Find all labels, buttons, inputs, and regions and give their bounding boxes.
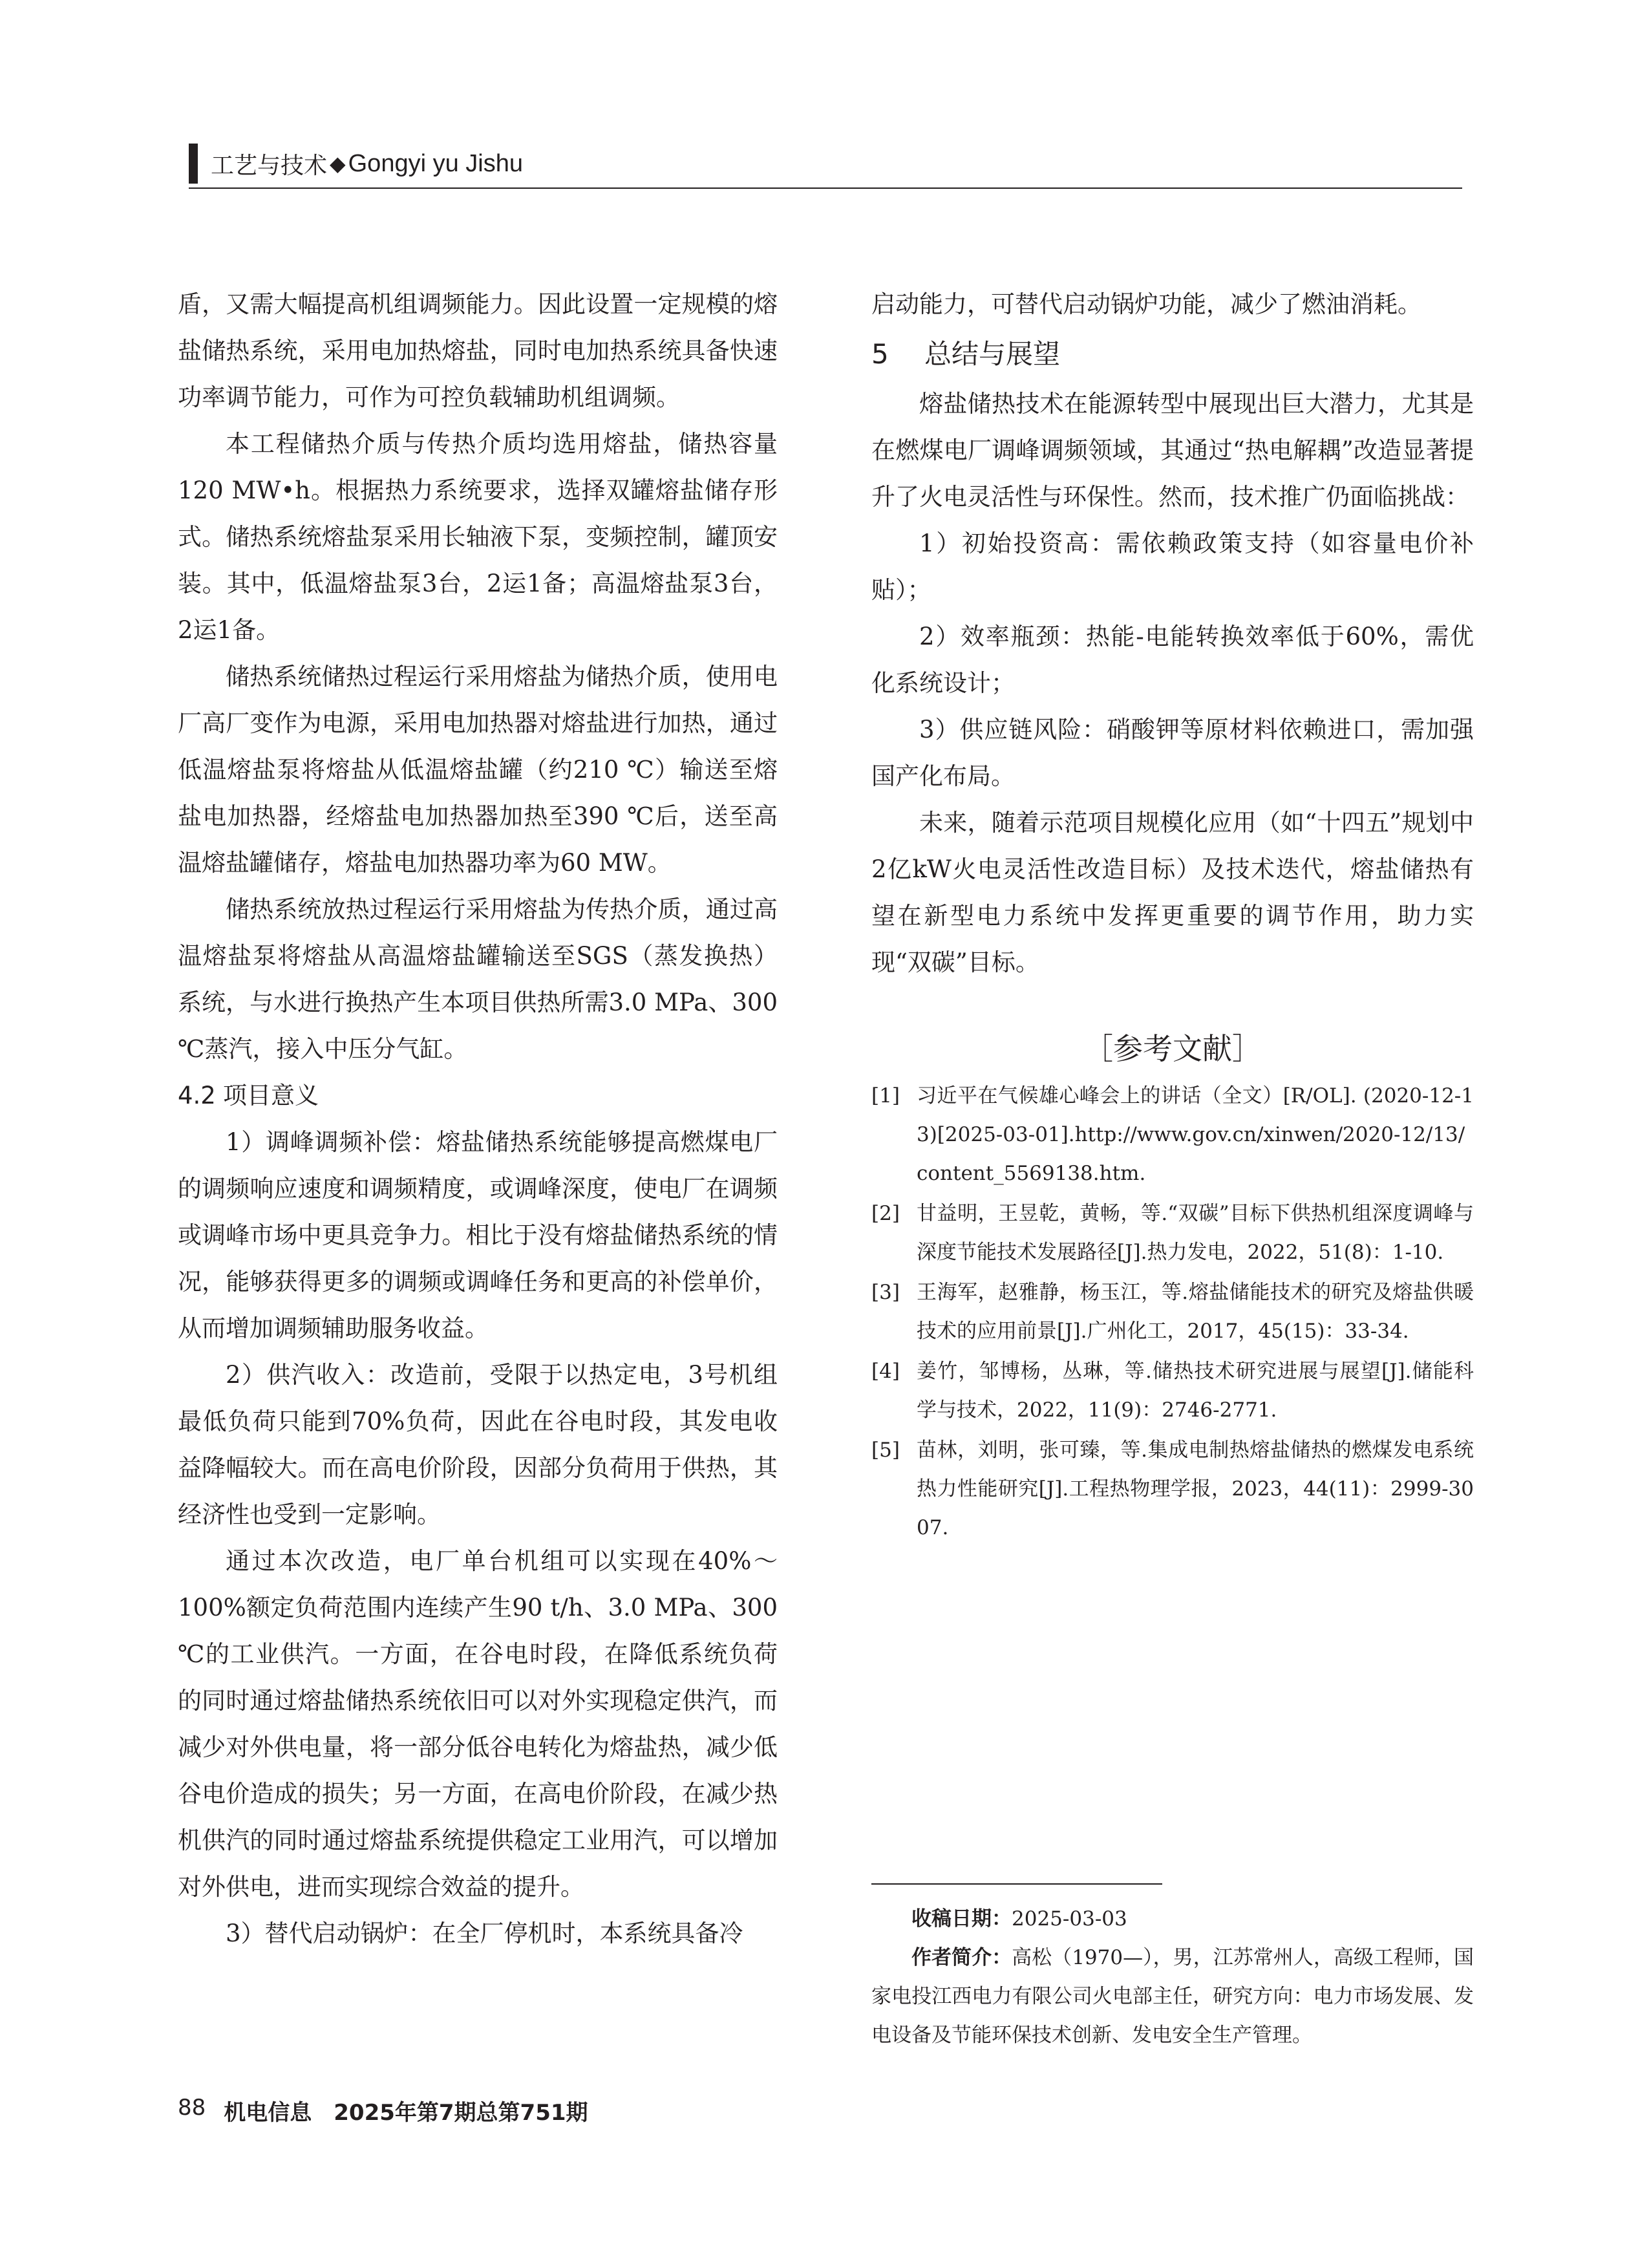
running-header (189, 144, 523, 184)
reference-number: [2] (871, 1202, 900, 1225)
section-title: 总结与展望 (924, 338, 1061, 370)
paragraph: 储热系统放热过程运行采用熔盐为传热介质，通过高温熔盐泵将熔盐从高温熔盐罐输送至SGS（蒸发换热）系统，与水进行换热产生本项目供热所需3.0 MPa、300 ℃蒸汽，接入中压分气缸。 (178, 895, 778, 1063)
section-number: 4.2 (178, 1082, 216, 1109)
right-column (871, 281, 1474, 1548)
paragraph: 盾，又需大幅提高机组调频能力。因此设置一定规模的熔盐储热系统，采用电加热熔盐，同时电加热系统具备快速功率调节能力，可作为可控负载辅助机组调频。 (178, 290, 778, 411)
paragraph: 熔盐储热技术在能源转型中展现出巨大潜力，尤其是在燃煤电厂调峰调频领域，其通过“热电解耦”改造显著提升了火电灵活性与环保性。然而，技术推广仍面临挑战： (871, 390, 1474, 511)
left-column (178, 281, 778, 1957)
paragraph: 未来，随着示范项目规模化应用（如“十四五”规划中2亿kW火电灵活性改造目标）及技术迭代，熔盐储热有望在新型电力系统中发挥更重要的调节作用，助力实现“双碳”目标。 (871, 809, 1474, 976)
received-label: 收稿日期： (911, 1907, 1012, 1931)
page-number: 88 (178, 2095, 206, 2121)
section-number: 5 (871, 338, 889, 370)
references-title: ［参考文献］ (1083, 1031, 1262, 1066)
footnote-rule (871, 1883, 1162, 1885)
section-title: 项目意义 (223, 1082, 319, 1109)
author-value: 高松（1970—），男，江苏常州人，高级工程师，国家电投江西电力有限公司火电部主任，研究方向：电力市场发展、发电设备及节能环保技术创新、发电安全生产管理。 (871, 1946, 1474, 2047)
reference-text: 苗林，刘明，张可臻，等.集成电制热熔盐储热的燃煤发电系统热力性能研究[J].工程热物理学报，2023，44(11)：2999-3007. (917, 1439, 1474, 1539)
page-footer (178, 2095, 588, 2126)
reference-number: [3] (871, 1281, 900, 1304)
section-heading-4-2 (178, 1073, 778, 1119)
author-bio (871, 1938, 1474, 2055)
paragraph: 本工程储热介质与传热介质均选用熔盐，储热容量120 MW•h。根据热力系统要求，选择双罐熔盐储存形式。储热系统熔盐泵采用长轴液下泵，变频控制，罐顶安装。其中，低温熔盐泵3台，2运1备；高温熔盐泵3台，2运1备。 (178, 430, 778, 644)
paragraph: 3）供应链风险：硝酸钾等原材料依赖进口，需加强国产化布局。 (871, 716, 1474, 790)
header-section-cn: 工艺与技术 (211, 152, 328, 179)
received-date (871, 1899, 1474, 1938)
reference-item (871, 1431, 1474, 1547)
paragraph: 1）初始投资高：需依赖政策支持（如容量电价补贴）； (871, 530, 1474, 604)
reference-item (871, 1194, 1474, 1272)
paragraph: 储热系统储热过程运行采用熔盐为储热介质，使用电厂高厂变作为电源，采用电加热器对熔盐进行加热，通过低温熔盐泵将熔盐从低温熔盐罐（约210 ℃）输送至熔盐电加热器，经熔盐电加热器加热至390 ℃后，送至高温熔盐罐储存，熔盐电加热器功率为60 MW。 (178, 663, 778, 877)
paragraph: 启动能力，可替代启动锅炉功能，减少了燃油消耗。 (871, 290, 1421, 318)
paragraph: 2）供汽收入：改造前，受限于以热定电，3号机组最低负荷只能到70%负荷，因此在谷电时段，其发电收益降幅较大。而在高电价阶段，因部分负荷用于供热，其经济性也受到一定影响。 (178, 1361, 778, 1528)
header-bar (189, 144, 198, 184)
reference-item (871, 1352, 1474, 1429)
reference-text: 王海军，赵雅静，杨玉江，等.熔盐储能技术的研究及熔盐供暖技术的应用前景[J].广州化工，2017，45(15)：33-34. (917, 1281, 1474, 1343)
footnotes (871, 1899, 1474, 2055)
reference-text: 甘益明，王昱乾，黄畅，等.“双碳”目标下供热机组深度调峰与深度节能技术发展路径[J].热力发电，2022，51(8)：1-10. (917, 1202, 1474, 1264)
reference-text: 姜竹，邹博杨，丛琳，等.储热技术研究进展与展望[J].储能科学与技术，2022，11(9)：2746-2771. (917, 1360, 1474, 1422)
paragraph: 1）调峰调频补偿：熔盐储热系统能够提高燃煤电厂的调频响应速度和调频精度，或调峰深度，使电厂在调频或调峰市场中更具竞争力。相比于没有熔盐储热系统的情况，能够获得更多的调频或调峰任务和更高的补偿单价，从而增加调频辅助服务收益。 (178, 1128, 778, 1342)
reference-number: [1] (871, 1084, 900, 1107)
diamond-icon: ◆ (330, 151, 346, 176)
paragraph: 通过本次改造，电厂单台机组可以实现在40%～100%额定负荷范围内连续产生90 t/h、3.0 MPa、300 ℃的工业供汽。一方面，在谷电时段，在降低系统负荷的同时通过熔盐储热系统依旧可以对外实现稳定供汽，而减少对外供电量，将一部分低谷电转化为熔盐热，减少低谷电价造成的损失；另一方面，在高电价阶段，在减少热机供汽的同时通过熔盐系统提供稳定工业用汽，可以增加对外供电，进而实现综合效益的提升。 (178, 1547, 778, 1901)
paragraph: 2）效率瓶颈：热能-电能转换效率低于60%，需优化系统设计； (871, 623, 1474, 697)
reference-text: 习近平在气候雄心峰会上的讲话（全文）[R/OL]. (2020-12-13)[2025-03-01].http://www.gov.cn/xinwen/2020-12/13/content_5569138.htm. (917, 1084, 1474, 1185)
header-rule (189, 187, 1462, 189)
reference-number: [4] (871, 1360, 900, 1383)
section-heading-5 (871, 328, 1474, 381)
journal-info: 机电信息 2025年第7期总第751期 (224, 2100, 588, 2126)
author-label: 作者简介： (911, 1946, 1012, 1969)
received-value: 2025-03-03 (1012, 1907, 1127, 1931)
reference-item (871, 1076, 1474, 1193)
paragraph: 3）替代启动锅炉：在全厂停机时，本系统具备冷 (226, 1920, 743, 1947)
reference-item (871, 1273, 1474, 1351)
reference-list (871, 1076, 1474, 1547)
reference-number: [5] (871, 1439, 900, 1462)
header-section-latin: Gongyi yu Jishu (348, 149, 523, 177)
